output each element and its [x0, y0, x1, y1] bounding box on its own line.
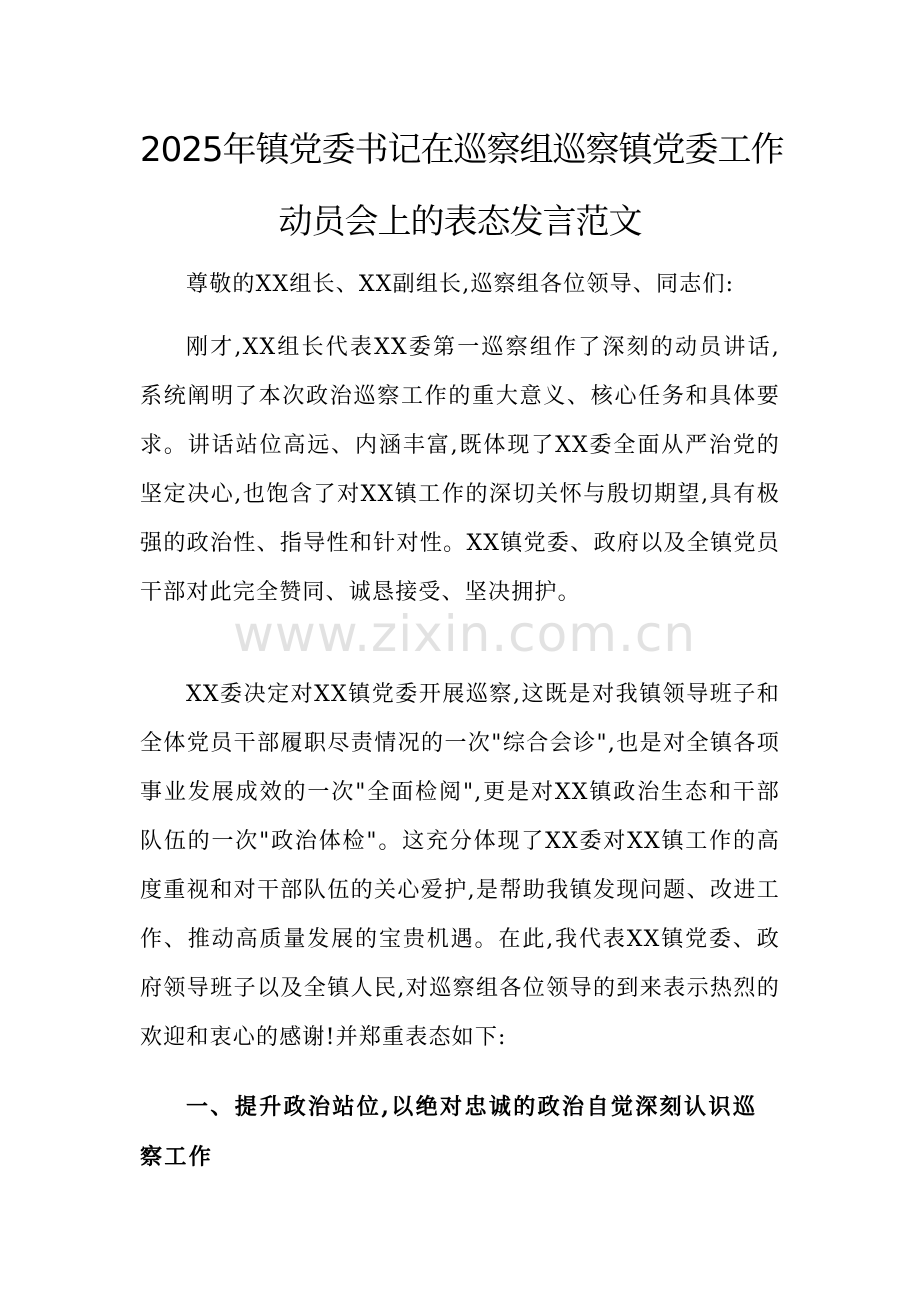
greeting-paragraph: 尊敬的XX组长、XX副组长,巡察组各位领导、同志们:: [186, 272, 735, 297]
watermark: www.zixin.com.cn: [233, 605, 697, 663]
body-paragraph-1: 刚才,XX组长代表XX委第一巡察组作了深刻的动员讲话,系统阐明了本次政治巡察工作的重大意义、核心任务和具体要求。讲话站位高远、内涵丰富,既体现了XX委全面从严治党的坚定决心,也饱含了对XX镇工作的深切关怀与殷切期望,具有极强的政治性、指导性和针对性。XX镇党委、政府以及全镇党员干部对此完全赞同、诚恳接受、坚决拥护。: [140, 335, 780, 605]
document-title-line-1: 2025年镇党委书记在巡察组巡察镇党委工作: [140, 130, 784, 170]
body-paragraph-2: XX委决定对XX镇党委开展巡察,这既是对我镇领导班子和全体党员干部履职尽责情况的一次"综合会诊",也是对全镇各项事业发展成效的一次"全面检阅",更是对XX镇政治生态和干部队伍的一次"政治体检"。这充分体现了XX委对XX镇工作的高度重视和对干部队伍的关心爱护,是帮助我镇发现问题、改进工作、推动高质量发展的宝贵机遇。在此,我代表XX镇党委、政府领导班子以及全镇人民,对巡察组各位领导的到来表示热烈的欢迎和衷心的感谢!并郑重表态如下:: [140, 682, 780, 1050]
document-title-line-2: 动员会上的表态发言范文: [278, 202, 642, 242]
section-heading-1: 一、提升政治站位,以绝对忠诚的政治自觉深刻认识巡察工作: [140, 1094, 758, 1170]
